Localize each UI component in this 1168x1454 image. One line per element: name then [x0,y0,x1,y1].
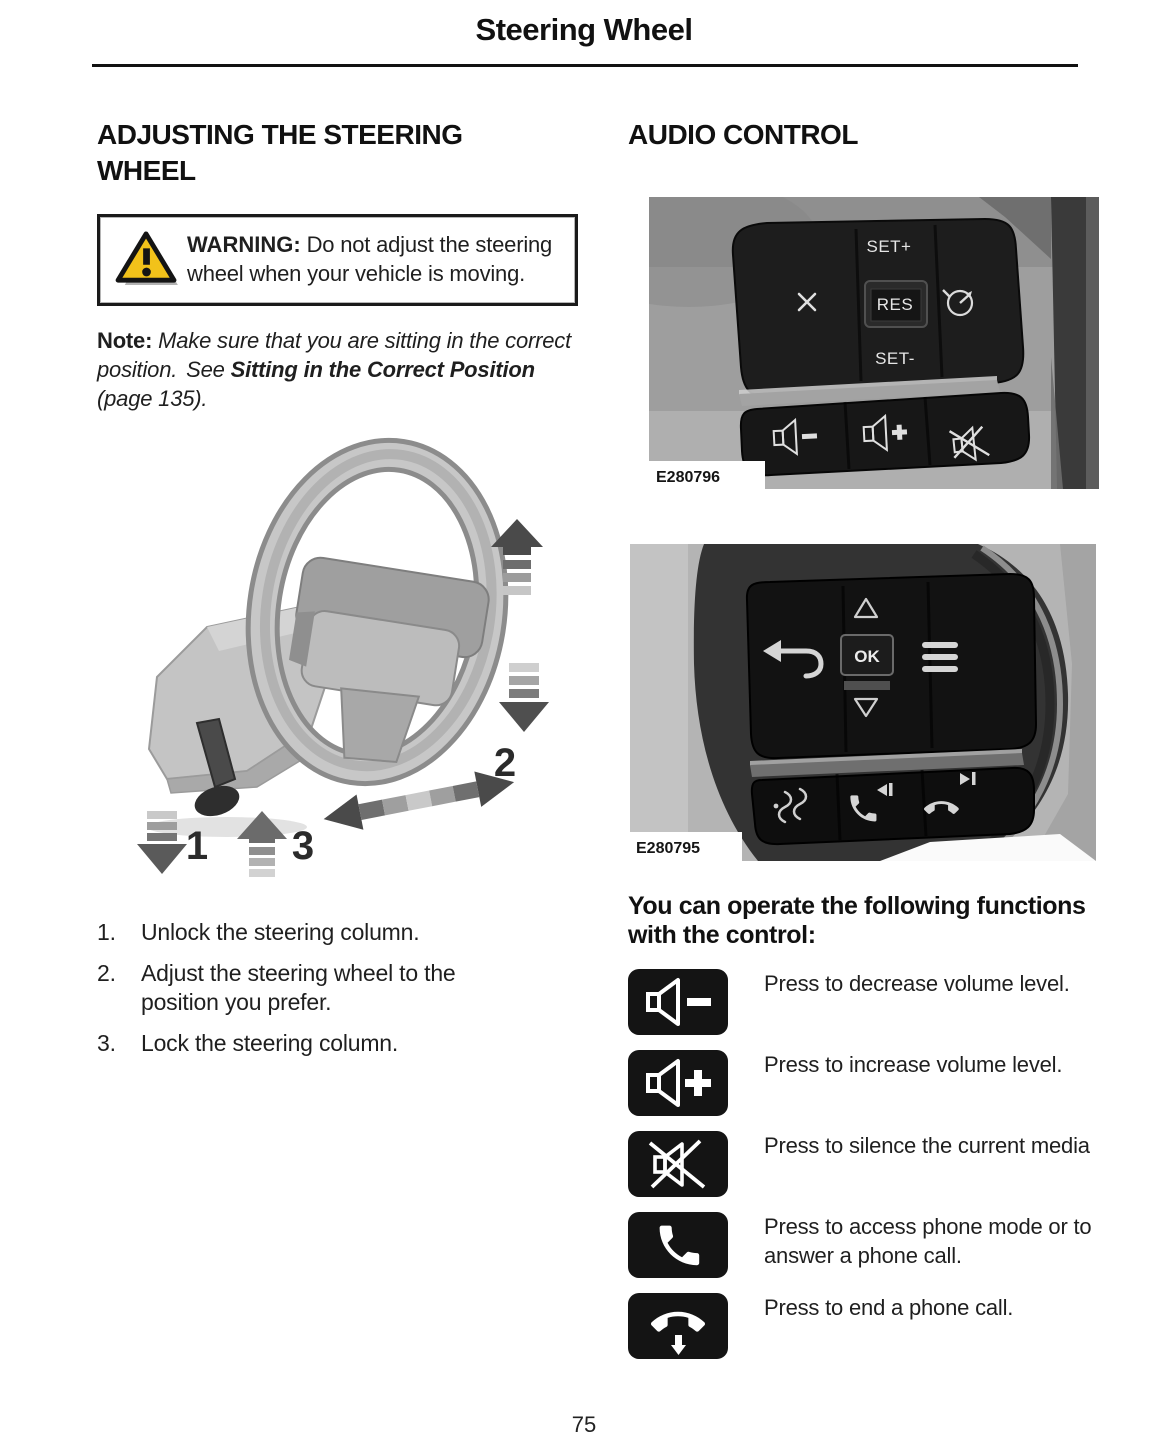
menu-phone-controls-photo [630,544,1109,866]
ok-button-label: OK [854,646,880,666]
cruise-audio-controls-photo [649,197,1109,494]
function-list [628,969,1109,1359]
function-text: Press to silence the current media [764,1132,1090,1158]
set-plus-button-label: SET+ [866,236,912,256]
note-paragraph [97,326,578,414]
function-row-volume-up [628,1050,1109,1116]
phone-end-icon [628,1293,728,1359]
functions-subheading: You can operate the following functions with the control: [628,891,1086,950]
adjusting-heading: ADJUSTING THE STEERING WHEEL [97,119,463,186]
warning-triangle-icon [115,230,179,286]
function-row-phone-end [628,1293,1109,1359]
title-divider [92,64,1078,67]
warning-box [97,214,578,306]
cruise-cluster [733,219,1024,397]
warning-text: WARNING: Do not adjust the steering wheel when your vehicle is moving. [187,231,553,286]
step-1: 1. Unlock the steering column. [97,919,420,946]
note-text: Make sure that you are sitting in the correct position. [97,327,572,382]
arrow-down [499,663,549,732]
function-row-volume-down [628,969,1109,1035]
function-text: Press to decrease volume level. [764,970,1070,996]
section-adjusting-steering-wheel [97,117,578,1374]
note-crossref: Sitting in the Correct Position [230,356,535,382]
step-3: 3. Lock the steering column. [97,1029,399,1056]
function-row-phone-answer [628,1212,1109,1278]
step-2: 2. Adjust the steering wheel to the position you prefer. [97,959,456,1016]
function-text: Press to access phone mode or to answer a phone call. [764,1213,1092,1268]
callout-3: 3 [291,824,315,869]
steering-wheel-adjustment-diagram [97,427,578,884]
callout-1: 1 [185,824,209,869]
note-label: Note: [97,327,153,353]
mute-icon [628,1131,728,1197]
res-button-label: RES [876,294,914,314]
volume-up-icon [628,1050,728,1116]
volume-down-icon [628,969,728,1035]
warning-label: WARNING: [187,231,301,257]
function-text: Press to end a phone call. [764,1294,1014,1320]
figure1-reference-label: E280796 [656,468,721,486]
function-text: Press to increase volume level. [764,1051,1063,1077]
set-minus-button-label: SET- [875,348,915,368]
menu-icon [922,642,958,672]
section-audio-control [628,117,1109,1374]
adjustment-steps [97,918,578,1058]
callout-2: 2 [493,741,517,786]
note-pageref: (page 135). [97,386,208,412]
page-number: 75 [571,1412,597,1437]
function-row-mute [628,1131,1109,1197]
figure2-reference-label: E280795 [636,839,701,857]
phone-answer-icon [628,1212,728,1278]
page-title: Steering Wheel [475,12,693,47]
content-columns [0,117,1168,1374]
menu-cluster [747,574,1036,758]
note-see: See [186,356,225,382]
phone-row-cluster [752,768,1034,844]
audio-control-heading: AUDIO CONTROL [628,119,858,150]
